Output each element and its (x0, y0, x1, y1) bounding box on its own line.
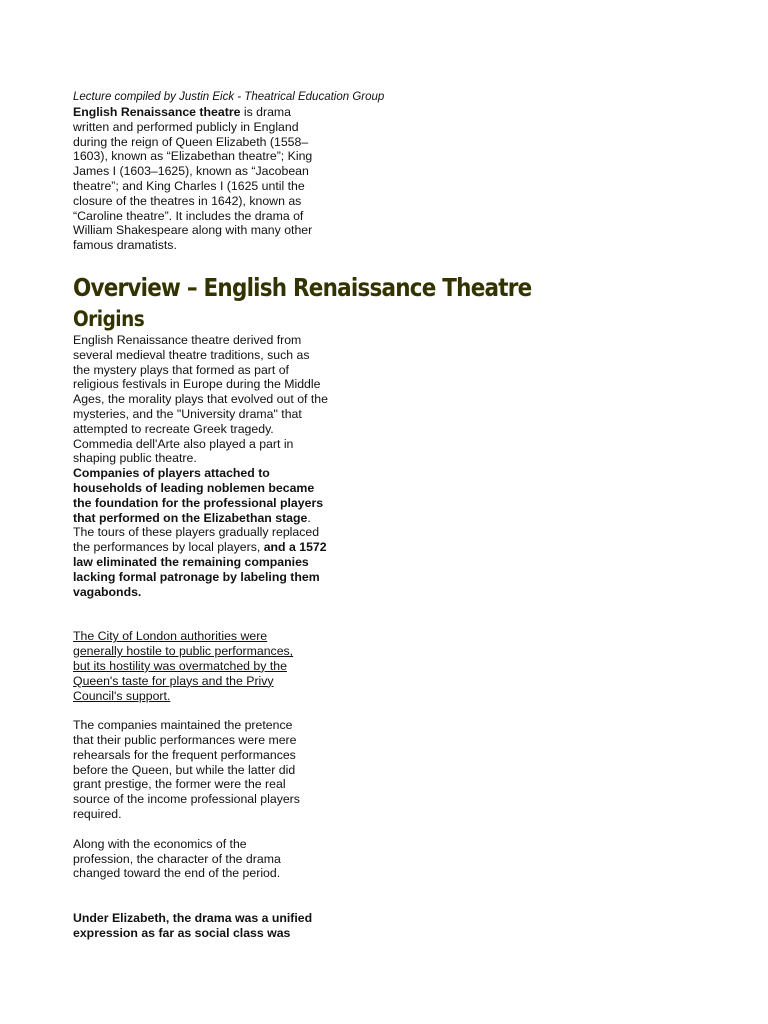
overview-heading: Overview – English Renaissance Theatre (73, 272, 532, 302)
spacer (73, 599, 673, 629)
spacer (73, 881, 673, 911)
origins-paragraph-1: English Renaissance theatre derived from several medieval theatre traditions, such as the mystery plays that formed as part of religious festivals in Europe during the Middle Ages, the morality plays that evolved out of the mysteries, and the "University drama" that attempted to recreate Greek tragedy. Commedia dell'Arte also played a part in shaping public theatre. (73, 332, 328, 466)
companies-paragraph: The companies maintained the pretence that their public performances were mere rehearsals for the frequent performances before the Queen, but while the latter did grant prestige, the former were the real source of the income professional players required. (73, 718, 300, 822)
lecture-attribution: Lecture compiled by Justin Eick - Theatrical Education Group (73, 91, 385, 103)
london-authorities-paragraph: The City of London authorities were generally hostile to public performances, but its hostility was overmatched by the Queen's taste for plays and the Privy Council's support. (73, 629, 294, 703)
economics-paragraph: Along with the economics of the profession, the character of the drama changed toward the end of the period. (73, 836, 281, 881)
origins-paragraph-2 (73, 466, 328, 599)
law-bold-text: and a 1572 law eliminated the remaining companies lacking formal patronage by labeling them vagabonds. (73, 540, 327, 599)
companies-bold-text: Companies of players attached to households of leading noblemen became the foundation for the professional players that performed on the Elizabethan stage (73, 466, 324, 525)
origins-subheading: Origins (73, 306, 145, 331)
tours-text: . The tours of these players gradually replaced the performances by local players, (73, 510, 320, 555)
elizabeth-bold-text: Under Elizabeth, the drama was a unified expression as far as social class was (73, 911, 313, 941)
intro-paragraph (73, 105, 318, 253)
document-page (73, 90, 673, 941)
elizabeth-drama-paragraph (73, 911, 328, 941)
spacer (73, 703, 673, 718)
spacer (73, 822, 673, 837)
intro-bold-lead: English Renaissance theatre (73, 105, 241, 119)
intro-text: is drama written and performed publicly in England during the reign of Queen Elizabeth (1558–1603), known as “Elizabethan theatre”; King James I (1603–1625), known as “Jacobean theatre”; and King Charles I (1625 until the closure of the theatres in 1642), known as “Caroline theatre”. It includes the drama of William Shakespeare along with many other famous dramatists. (73, 105, 313, 253)
